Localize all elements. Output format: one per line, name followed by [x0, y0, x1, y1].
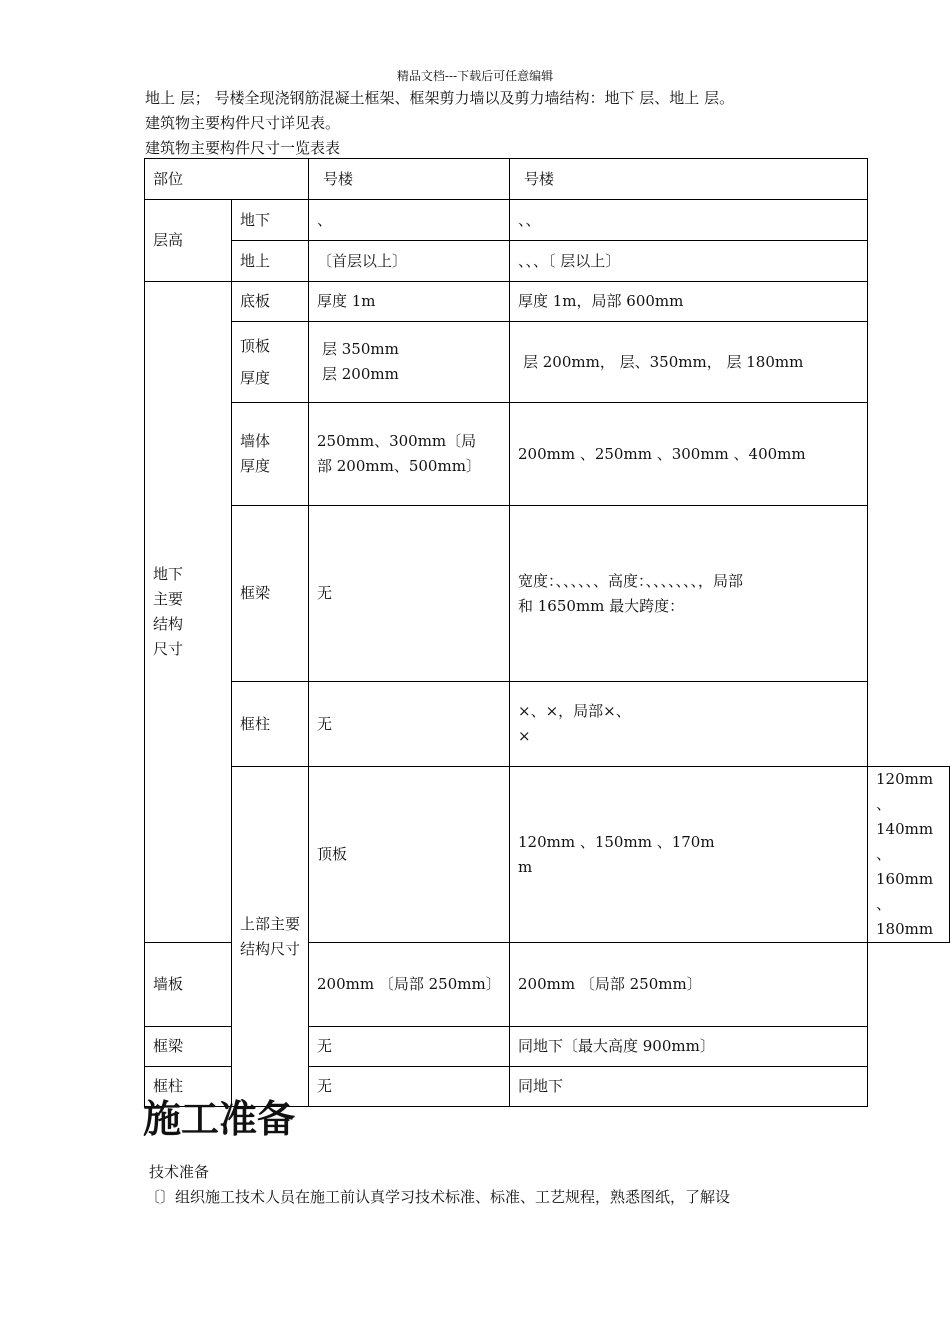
cell-b: 、、、〔 层以上〕 [510, 241, 868, 282]
cell-b: 120mm 、140mm 、160mm 、180mm [868, 767, 950, 943]
table-row [145, 200, 950, 241]
cell-line: × [518, 727, 531, 745]
cell-b [510, 682, 868, 767]
label-line: 墙体 [240, 432, 271, 450]
table-row [145, 403, 950, 506]
row-label: 框柱 [145, 1067, 232, 1107]
row-label [232, 403, 309, 506]
cell-a: 无 [309, 506, 510, 682]
row-label: 底板 [232, 282, 309, 322]
header-col-a: 号楼 [309, 159, 510, 200]
row-label: 地上 [232, 241, 309, 282]
group-line: 上部主要 [240, 914, 301, 933]
row-label: 墙板 [145, 943, 232, 1027]
group-basement [145, 282, 232, 943]
row-label: 地下 [232, 200, 309, 241]
cell-b: 、、 [510, 200, 868, 241]
cell-line: 120mm 、150mm 、170m [518, 832, 715, 851]
intro-line-1: 地上 层； 号楼全现浇钢筋混凝土框架、框架剪力墙以及剪力墙结构：地下 层、地上 层。 [145, 89, 735, 107]
group-line: 主要 [153, 590, 184, 608]
component-size-table [144, 158, 950, 1107]
label-line: 顶板 [240, 337, 271, 355]
table-row [145, 506, 950, 682]
cell-a [510, 767, 868, 943]
table-row [145, 767, 950, 943]
group-story-height: 层高 [145, 200, 232, 282]
cell-a [309, 403, 510, 506]
table-row [145, 682, 950, 767]
table-row [145, 282, 950, 322]
cell-line: 层 200mm [322, 365, 399, 383]
cell-a: 〔首层以上〕 [309, 241, 510, 282]
header-col-b: 号楼 [510, 159, 868, 200]
cell-a [309, 322, 510, 403]
row-label [232, 322, 309, 403]
cell-b: 200mm 、250mm 、300mm 、400mm [510, 403, 868, 506]
page-header: 精品文档---下载后可任意编辑 [396, 69, 554, 83]
cell-b: 同地下〔最大高度 900mm〕 [510, 1027, 868, 1067]
header-part: 部位 [145, 159, 309, 200]
table-row [145, 322, 950, 403]
cell-line: m [518, 857, 533, 876]
cell-a: 厚度 1m [309, 282, 510, 322]
cell-line: ×、×，局部×、 [518, 702, 631, 720]
section-subheading: 技术准备 [149, 1163, 210, 1181]
group-line: 尺寸 [153, 640, 184, 658]
cell-a: 、 [309, 200, 510, 241]
cell-a: 无 [309, 682, 510, 767]
row-label: 顶板 [309, 767, 510, 943]
group-line: 结构 [153, 615, 184, 633]
row-label: 框梁 [232, 506, 309, 682]
cell-b: 厚度 1m，局部 600mm [510, 282, 868, 322]
cell-line: 层 350mm [322, 340, 399, 358]
cell-a: 无 [309, 1067, 510, 1107]
section-heading: 施工准备 [143, 1097, 296, 1141]
label-line: 厚度 [240, 457, 271, 475]
cell-b: 层 200mm， 层、350mm， 层 180mm [510, 322, 868, 403]
cell-a: 无 [309, 1027, 510, 1067]
cell-line: 部 200mm、500mm〕 [317, 457, 481, 475]
cell-a: 200mm 〔局部 250mm〕 [309, 943, 510, 1027]
table-caption: 建筑物主要构件尺寸一览表表 [145, 139, 341, 157]
row-label: 框柱 [232, 682, 309, 767]
intro-line-2: 建筑物主要构件尺寸详见表。 [145, 114, 341, 132]
row-label: 框梁 [145, 1027, 232, 1067]
cell-line: 宽度：、、、、、、高度：、、、、、、、，局部 [518, 571, 744, 590]
cell-line: 和 1650mm 最大跨度： [518, 596, 685, 615]
section-paragraph: 〔〕组织施工技术人员在施工前认真学习技术标准、标准、工艺规程，熟悉图纸，了解设 [145, 1188, 731, 1206]
cell-b: 200mm 〔局部 250mm〕 [510, 943, 868, 1027]
group-upper [232, 767, 309, 1107]
table-row [145, 241, 950, 282]
table-header-row [145, 159, 950, 200]
cell-line: 250mm、300mm〔局 [317, 432, 477, 450]
group-line: 结构尺寸 [240, 939, 301, 958]
label-line: 厚度 [240, 369, 271, 387]
cell-b [510, 506, 868, 682]
cell-b: 同地下 [510, 1067, 868, 1107]
group-line: 地下 [153, 565, 184, 583]
